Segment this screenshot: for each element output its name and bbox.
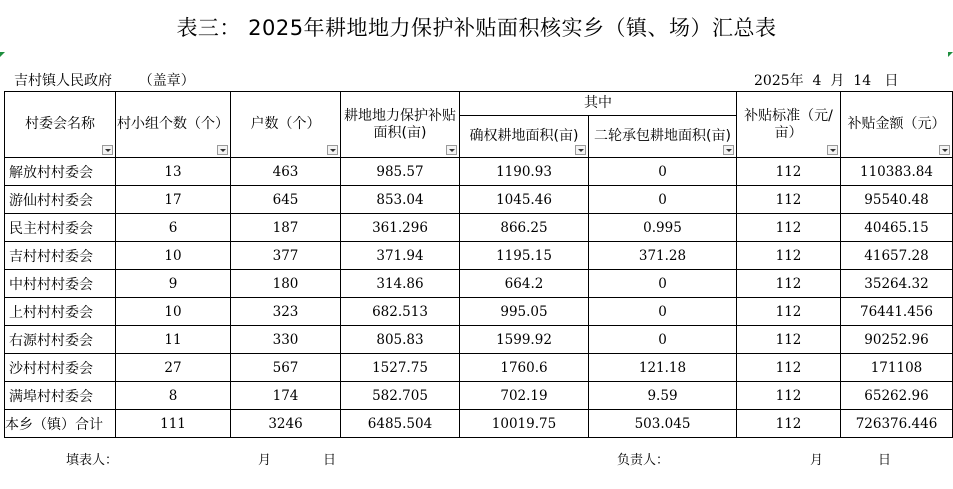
table-row [5, 326, 953, 354]
cell-standard: 112 [737, 270, 841, 298]
header-amount: 补贴金额（元） [841, 92, 953, 158]
cell-households: 567 [231, 354, 341, 382]
cell-contract-area: 0.995 [589, 214, 737, 242]
filler-label: 填表人： [66, 453, 119, 468]
header-standard: 补贴标准（元/亩） [737, 92, 841, 158]
date-month-label: 月 [830, 73, 845, 89]
filter-dropdown-icon[interactable] [327, 145, 338, 155]
header-breakdown: 其中 [460, 92, 737, 116]
cell-rights-area: 1195.15 [460, 242, 589, 270]
cell-rights-area: 1190.93 [460, 158, 589, 186]
filter-dropdown-icon[interactable] [827, 145, 838, 155]
cell-groups: 11 [116, 326, 231, 354]
cell-contract-area: 371.28 [589, 242, 737, 270]
date-day: 14 [853, 73, 872, 89]
table-row [5, 298, 953, 326]
cell-subsidy-area: 582.705 [341, 382, 460, 410]
cell-amount: 65262.96 [841, 382, 953, 410]
cell-amount: 95540.48 [841, 186, 953, 214]
cell-village: 解放村村委会 [5, 158, 116, 186]
filter-dropdown-icon[interactable] [939, 145, 950, 155]
filter-dropdown-icon[interactable] [446, 145, 457, 155]
cell-rights-area: 1760.6 [460, 354, 589, 382]
filler-day: 日 [323, 453, 337, 468]
responsible-label: 负责人： [617, 453, 670, 468]
cell-amount: 90252.96 [841, 326, 953, 354]
header-groups: 村小组个数（个） [116, 92, 231, 158]
cell-groups: 27 [116, 354, 231, 382]
cell-contract-area: 121.18 [589, 354, 737, 382]
table-row [5, 382, 953, 410]
cell-groups: 9 [116, 270, 231, 298]
header-rights-area: 确权耕地面积(亩) [460, 116, 589, 158]
cell-village: 中村村村委会 [5, 270, 116, 298]
cell-rights-area: 1045.46 [460, 186, 589, 214]
cell-contract-area: 0 [589, 326, 737, 354]
cell-village: 右源村村委会 [5, 326, 116, 354]
cell-contract-area: 0 [589, 158, 737, 186]
cell-standard: 112 [737, 382, 841, 410]
cell-contract-area: 0 [589, 298, 737, 326]
cell-rights-area: 866.25 [460, 214, 589, 242]
cell-households: 180 [231, 270, 341, 298]
cell-amount: 171108 [841, 354, 953, 382]
table-row [5, 186, 953, 214]
page-title: 表三： 2025年耕地地力保护补贴面积核实乡（镇、场）汇总表 [176, 16, 777, 40]
cell-households: 323 [231, 298, 341, 326]
cell-households: 3246 [231, 410, 341, 438]
cell-subsidy-area: 853.04 [341, 186, 460, 214]
cell-groups: 13 [116, 158, 231, 186]
cell-amount: 76441.456 [841, 298, 953, 326]
cell-groups: 17 [116, 186, 231, 214]
cell-subsidy-area: 314.86 [341, 270, 460, 298]
cell-households: 330 [231, 326, 341, 354]
seal-note: （盖章） [138, 73, 195, 89]
date-year: 2025年 [754, 73, 804, 89]
cell-subsidy-area: 1527.75 [341, 354, 460, 382]
filter-dropdown-icon[interactable] [217, 145, 228, 155]
cell-contract-area: 0 [589, 270, 737, 298]
table-row [5, 214, 953, 242]
cell-households: 377 [231, 242, 341, 270]
cell-rights-area: 702.19 [460, 382, 589, 410]
filler-month: 月 [258, 453, 272, 468]
responsible-month: 月 [810, 453, 824, 468]
cell-village: 吉村村村委会 [5, 242, 116, 270]
cell-groups: 6 [116, 214, 231, 242]
filter-dropdown-icon[interactable] [575, 145, 586, 155]
cell-subsidy-area: 985.57 [341, 158, 460, 186]
cell-standard: 112 [737, 242, 841, 270]
cell-village: 本乡（镇）合计 [5, 410, 116, 438]
responsible-day: 日 [878, 453, 892, 468]
cell-rights-area: 10019.75 [460, 410, 589, 438]
header-village: 村委会名称 [5, 92, 116, 158]
cell-contract-area: 9.59 [589, 382, 737, 410]
cell-standard: 112 [737, 214, 841, 242]
cell-standard: 112 [737, 354, 841, 382]
cell-amount: 110383.84 [841, 158, 953, 186]
summary-table [4, 91, 953, 438]
cell-standard: 112 [737, 326, 841, 354]
table-row [5, 354, 953, 382]
cell-households: 174 [231, 382, 341, 410]
cell-rights-area: 995.05 [460, 298, 589, 326]
cell-subsidy-area: 805.83 [341, 326, 460, 354]
cell-standard: 112 [737, 410, 841, 438]
header-households: 户数（个） [231, 92, 341, 158]
cell-groups: 10 [116, 298, 231, 326]
table-row [5, 158, 953, 186]
filter-dropdown-icon[interactable] [102, 145, 113, 155]
cell-subsidy-area: 371.94 [341, 242, 460, 270]
cell-village: 沙村村村委会 [5, 354, 116, 382]
report-date [754, 72, 949, 91]
issuer-name: 吉村镇人民政府 [14, 73, 112, 89]
cell-subsidy-area: 6485.504 [341, 410, 460, 438]
cell-amount: 35264.32 [841, 270, 953, 298]
issuer-line [14, 72, 195, 91]
cell-households: 645 [231, 186, 341, 214]
cell-village: 民主村村委会 [5, 214, 116, 242]
cell-groups: 10 [116, 242, 231, 270]
cell-rights-area: 664.2 [460, 270, 589, 298]
cell-groups: 111 [116, 410, 231, 438]
total-row [5, 410, 953, 438]
cell-amount: 726376.446 [841, 410, 953, 438]
header-subsidy-area: 耕地地力保护补贴面积(亩) [341, 92, 460, 158]
cell-amount: 41657.28 [841, 242, 953, 270]
cell-subsidy-area: 361.296 [341, 214, 460, 242]
cell-village: 游仙村村委会 [5, 186, 116, 214]
table-row [5, 270, 953, 298]
cell-contract-area: 503.045 [589, 410, 737, 438]
cell-amount: 40465.15 [841, 214, 953, 242]
filter-dropdown-icon[interactable] [723, 145, 734, 155]
cell-village: 上村村村委会 [5, 298, 116, 326]
cell-households: 187 [231, 214, 341, 242]
cell-standard: 112 [737, 186, 841, 214]
cell-village: 满埠村村委会 [5, 382, 116, 410]
cell-contract-area: 0 [589, 186, 737, 214]
date-month: 4 [812, 73, 822, 89]
cell-rights-area: 1599.92 [460, 326, 589, 354]
table-row [5, 242, 953, 270]
cell-standard: 112 [737, 298, 841, 326]
cell-groups: 8 [116, 382, 231, 410]
cell-marker-icon [0, 52, 5, 57]
cell-standard: 112 [737, 158, 841, 186]
cell-subsidy-area: 682.513 [341, 298, 460, 326]
header-contract-area: 二轮承包耕地面积(亩) [589, 116, 737, 158]
date-day-label: 日 [884, 73, 899, 89]
cell-households: 463 [231, 158, 341, 186]
cell-marker-icon [948, 52, 953, 57]
